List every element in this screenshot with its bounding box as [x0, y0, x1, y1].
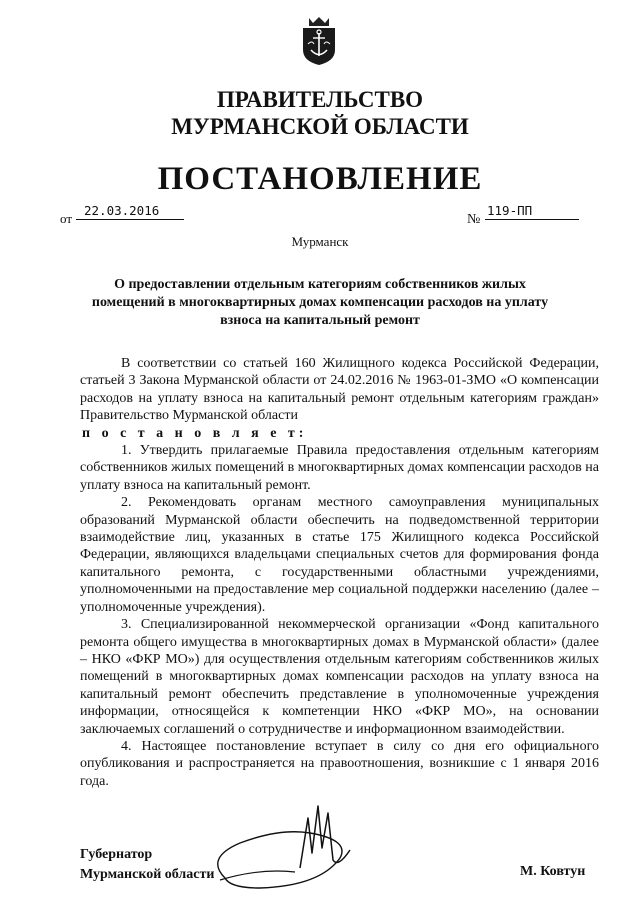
- date-prefix: от: [60, 211, 73, 226]
- item-paragraph-4: 4. Настоящее постановление вступает в силу со дня его официального опубликования и распространяется на правоотношения, возникшие с 1 января 2016 года.: [80, 738, 599, 789]
- intro-paragraph: В соответствии со статьей 160 Жилищного кодекса Российской Федерации, статьей 3 Закона Мурманской области от 24.02.2016 № 1963-01-ЗМО «О компенсации расходов на уплату взноса на капитальный ремонт отдельным категориям граждан» Правительство Мурманской области: [80, 356, 599, 424]
- document-subject: О предоставлении отдельным категориям собственников жилых помещений в многоквартирных домах компенсации расходов на уплату взноса на капитальный ремонт: [91, 277, 549, 328]
- item-paragraph-3: 3. Специализированной некоммерческой организации «Фонд капитального ремонта общего имущества в многоквартирных домах в Мурманской области» (далее – НКО «ФКР МО») для осуществления отдельным категориям собственников жилых помещений в многоквартирных домах компенсации расходов на уплату взноса на капитальный ремонт обеспечить представление в уполномоченные учреждения информации, относящейся к компетенции НКО «ФКР МО», на основании заключаемых соглашений о сотрудничестве и информационном взаимодействии.: [80, 617, 599, 737]
- resolves-statement: п о с т а н о в л я е т:: [82, 425, 308, 441]
- item-paragraph-2: 2. Рекомендовать органам местного самоуправления муниципальных образований Мурманской области обеспечить на подведомственной территории взаимодействие лиц, указанных в статье 175 Жилищного кодекса Российской Федерации, являющихся владельцами специальных счетов для формирования фонда капитального ремонта, с государственными областными учреждениями, уполномоченными на предоставление мер социальной поддержки населению (далее – уполномоченные учреждения).: [80, 495, 599, 615]
- document-date: 22.03.2016: [76, 203, 184, 220]
- signatory-title-line2: Мурманской области: [80, 867, 215, 882]
- signatory-title-line1: Губернатор: [80, 847, 153, 862]
- number-prefix: №: [467, 212, 481, 227]
- coat-of-arms-icon: [300, 14, 338, 66]
- handwritten-signature-icon: [200, 798, 380, 893]
- signatory-title: [80, 845, 214, 885]
- organization-name-line2: МУРМАНСКОЙ ОБЛАСТИ: [171, 114, 469, 139]
- city-name: Мурманск: [291, 234, 349, 249]
- document-number: 119-ПП: [485, 203, 579, 220]
- signatory-name: М. Ковтун: [520, 864, 586, 879]
- item-paragraph-1: 1. Утвердить прилагаемые Правила предоставления отдельным категориям собственников жилых помещений в многоквартирных домах компенсации расходов на уплату взноса на капитальный ремонт.: [80, 443, 599, 493]
- document-type-title: ПОСТАНОВЛЕНИЕ: [157, 161, 483, 197]
- document-body: [80, 355, 599, 790]
- organization-name-line1: ПРАВИТЕЛЬСТВО: [216, 87, 424, 112]
